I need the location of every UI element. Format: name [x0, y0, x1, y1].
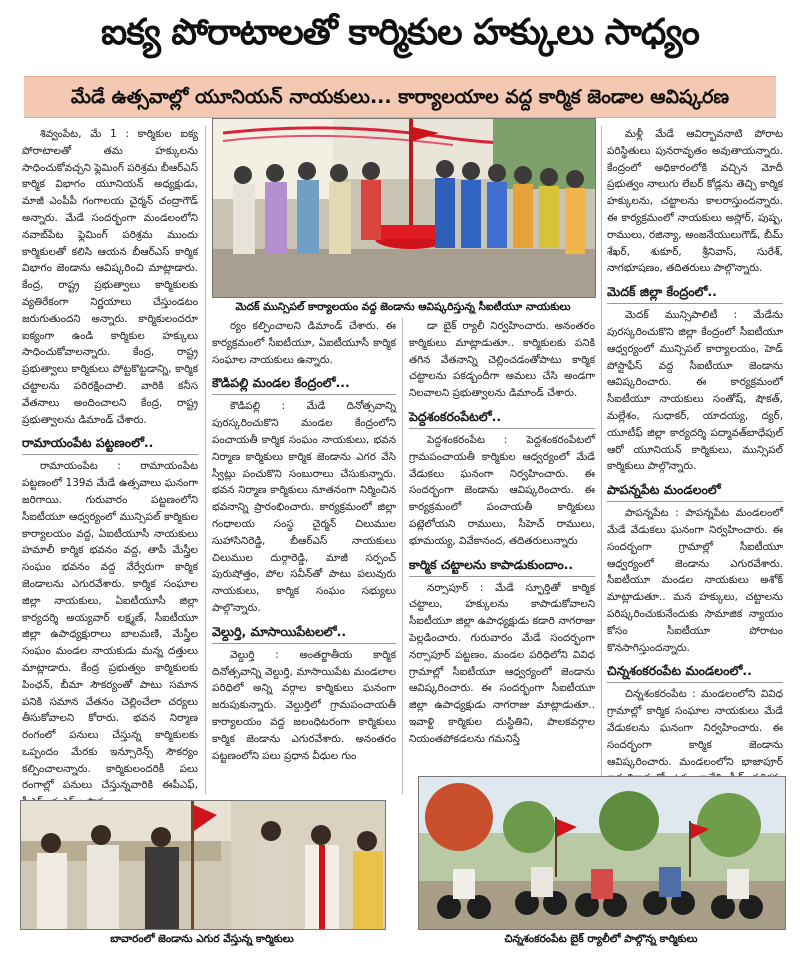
photo-flag-hoisting-image	[213, 119, 595, 297]
article-paragraph: ర్యం కల్పించాలని డిమాండ్ చేశారు. ఈ కార్యక్రమంలో సీఐటీయూ, ఏఐటీయూసీ కార్మిక సంఘాల నాయకులు ఉన్నారు.	[212, 320, 396, 366]
article-paragraph: పెద్దశంకరంపేట : పెద్దశంకరంపేటలో గ్రామపంచాయతీ కార్మికుల ఆధ్వర్యంలో మేడే వేడుకలు ఘనంగా నిర్వహించారు. ఈ సందర్భంగా జెండాను ఆవిష్కరించారు. ఈ కార్యక్రమంలో పంచాయతీ కార్మికులు పట్లెలోయని రాములు, సీహెచ్ రాములు, భూమయ్య, వివేకానంద, తదితరులున్నారు	[409, 433, 595, 547]
section-heading: వెల్దుర్తి, మాసాయిపేటలలో..	[212, 622, 396, 644]
article-paragraph: చిన్నశంకరంపేట : మండలంలోని వివిధ గ్రామాల్లో కార్మిక సంఘాల నాయకులు మేడే వేడుకలను ఘనంగా నిర్వహించారు. ఈ సందర్భంగా కార్మిక జెండాను ఆవిష్కరించారు. మండలంలోని భాజాపూర్	[607, 688, 783, 768]
article-paragraph: శివ్వంపేట, మే 1 : కార్మికుల ఐక్య పోరాటాలతో తమ హక్కులను సాధించుకోవచ్చని ఫ్లెమింగ్ పరిశ్రమ బీఆర్ఎస్ కార్మిక విభాగం యూనియన్ అధ్యక్షుడు, మాజీ ఎంపీపీ గంగాలయ చైర్మన్ చంద్రాగౌడ్ అన్నారు. మేడే సందర్భంగా మండలంలోని నవాబ్‌పేట ఫ్లెమింగ్ పరిశ్రమ ముందు కార్మికులతో కలిసి ఆయన బీఆర్ఎస్ కార్మిక విభాగం జెండాను ఆవిష్కరించి మాట్లాడారు. కేంద్ర, రాష్ట్ర ప్రభుత్వాలు కార్మికులకు వ్యతిరేకంగా నిర్ణయాలు చేస్తుండటం జరుగుతుందని అన్నారు. కార్మికులందరూ ఐక్యంగా ఉండి కార్మికుల హక్కులు సాధించుకోవాలన్నారు. కేంద్ర, రాష్ట్ర ప్రభుత్వాలు కార్మికులు పోట్టకొట్టడాన్ని, కార్మిక చట్టాలను పరిరక్షించాలి. వారికి కనీస వేతనాలు అందించాలని కేంద్ర, రాష్ట్ర ప్రభుత్వాలను డిమాండ్ చేశారు.	[22, 128, 198, 426]
column-3	[409, 318, 595, 794]
photo-caption: చిన్నశంకరంపేట బైక్ ర్యాలీలో పాల్గొన్న కార్మికులు	[504, 933, 698, 945]
photo-workers-flag-image	[21, 801, 385, 929]
article-paragraph: కౌడిపల్లి : మేడే దినోత్సవాన్ని పురస్కరించుకొని మండల కేంద్రంలోని పంచాయతీ కార్మిక సంఘం నాయకులు, భవన నిర్మాణ కార్మికులు కార్మిక జెండాను ఎగర వేసి స్వీట్లు పంచుకొని సంబురాలు చేసుకున్నారు. భవన నిర్మాణ కార్మికులు నూతనంగా నిర్మించిన భవనాన్ని ప్రారంభించారు. కార్యక్రమంలో జిల్లా గంధాలయ సంస్థ చైర్మన్ చిలుముల సుహాసినిరెడ్డి, బీఆర్ఎస్ నాయకులు చిలుముల దుర్గారెడ్డి, మాజీ సర్పంచ్ పురుషోత్తం, పోల సవీన్‌తో పాటు పలువురు నాయకులు, కార్మిక సంఘం సభ్యులు పాల్గొన్నారు.	[212, 400, 396, 614]
article-paragraph: మెదక్ మున్సిపాలిటీ : మేడేను పురస్కరించుకొని జిల్లా కేంద్రంలో సీఐటీయూ ఆధ్వర్యంలో మున్సిపల్ కార్యాలయం, హెడ్ పోస్టాఫీస్ వద్ద సీఐటీయూ జెండాను ఆవిష్కరించారు. ఈ కార్యక్రమంలో సీఐటీయూ నాయకులు సంతోష్, షౌకత్, మల్లేశం, సుధాకర్, యాదయ్య, ద్యర్, యూటీఫ్ జిల్లా కార్యదర్శి పద్మావత్‌బాధేపుల్ ఆరో యూనియన్ కార్మికులు, మున్సిపల్ కార్మికులు పాల్గొన్నారు.	[607, 309, 783, 473]
article-paragraph: నర్సాపూర్ : మేడే స్ఫూర్తితో కార్మిక చట్టాలు, హక్కులను కాపాడుకోవాలని సీఐటీయూ జిల్లా ఉపాధ్యక్షుడు కడారి నాగరాజు పెల్లడించారు. గురువారం మేడే సందర్భంగా నర్సాపూర్ పట్టణం, మండల పరిధిలోని వివిధ గ్రామాల్లో సీఐటీయూ ఆధ్వర్యంలో జెండాను ఆవిష్కరించారు. ఈ సందర్భంగా సీఐటీయూ జిల్లా ఉపాధ్యక్షుడు నాగరాజు మాట్లాడుతూ.. ఇవాళ్టి కార్మికుల దుస్థితిని, పాలకవర్గాల నియంతపోకడలను గమనిస్తే	[409, 581, 595, 745]
section-heading: మెదక్ జిల్లా కేంద్రంలో..	[607, 282, 783, 304]
headline: ఐక్య పోరాటాలతో కార్మికుల హక్కులు సాధ్యం	[101, 12, 699, 53]
column-1	[22, 126, 198, 794]
photo-flag-hoisting-medak	[212, 118, 596, 298]
subheadline-bar: మేడే ఉత్సవాల్లో యూనియన్ నాయకులు... కార్యాలయాల వద్ద కార్మిక జెండాల ఆవిష్కరణ	[24, 76, 776, 118]
article-paragraph: వెల్దుర్తి : అంతర్జాతీయ కార్మిక దినోత్సవాన్ని వెల్దుర్తి, మాసాయిపేట మండలాల పరిధిలో అన్ని వర్గాల కార్మికులు ఘనంగా జరుపుకున్నారు. వెల్దుర్తిలో గ్రామపంచాయతీ కార్యాలయం వద్ద జలంధిటరంగా కార్మికులు కార్మిక జెండాను ఎగురవేశారు. అనంతరం పట్టణంలోని పలు ప్రధాన వీధుల గుం	[212, 648, 396, 762]
photo-bike-rally-image	[419, 777, 785, 929]
column-divider	[205, 126, 206, 794]
section-heading: కౌడిపల్లి మండల కేంద్రంలో...	[212, 373, 396, 395]
photo-caption: బావారంలో జెండాను ఎగుర వేస్తున్న కార్మికులు	[110, 933, 294, 945]
photo-bike-rally	[418, 776, 786, 930]
article-paragraph: మళ్లీ మేడే ఆవిర్భావనాటి పోరాట పరిస్థితులు పునరావృతం అవుతాయన్నారు. కేంద్రంలో అధికారంలోకి వచ్చిన మోదీ ప్రభుత్వం నాలుగు లేబర్ కోడ్లను తెచ్చి కార్మిక హక్కులను, చట్టాలను కాలరాస్తుందన్నారు. ఈ కార్యక్రమంలో నాయకులు అస్లోర్, పుష్ప, రాములు, రజిన్యా, అంజనేయులుగౌడ్, బీమ్ శేఖర్, శుకూర్, శ్రీనివాస్, సురేశ్, నాగభూషణం, తదితరులు పాల్గొన్నారు.	[607, 128, 783, 275]
section-heading: చిన్నశంకరంపేట మండలంలో..	[607, 661, 783, 683]
section-heading: కార్మిక చట్టాలను కాపాడుకుందాం..	[409, 555, 595, 577]
photo-workers-flag	[20, 800, 386, 930]
article-paragraph: పాపన్నపేట : పాపన్నపేట మండలంలో మేడే వేడుకలు ఘనంగా నిర్వహించారు. ఈ సందర్భంగా గ్రామాల్లో సీఐటీయూ ఆధ్వర్యంలో జెండాను ఎగురవేశారు. సీఐటీయూ మండల నాయకులు అశోక్ మాట్లాడుతూ.. మన హక్కులు, చట్టాలను పరిష్కరించుకునేందుకు సామాజిక న్యాయం కోసం సీఐటీయూ పోరాటం కొనసాగిస్తుందన్నారు.	[607, 507, 783, 654]
section-heading: పాపన్నపేట మండలంలో	[607, 480, 783, 502]
article-paragraph: డా బైక్ ర్యాలీ నిర్వహించారు. అనంతరం కార్మికులు మాట్లాడుతూ.. కార్మికులకు పనికి తగిన వేతనాన్ని చెల్లించడంతోపాటు కార్మిక చట్టాలను పకడ్బందీగా అమలు చేసి అండగా నిలవాలని ప్రభుత్వాలను డిమాండ్ చేశారు.	[409, 320, 595, 400]
section-heading: రామాయంపేట పట్టణంలో..	[22, 433, 198, 455]
section-heading: పెద్దశంకరంపేటలో..	[409, 407, 595, 429]
photo-caption: మెదక్ మున్సిపల్ కార్యాలయం వద్ద జెండాను ఆవిష్కరిస్తున్న సీఐటీయూ నాయకులు	[235, 301, 571, 313]
article-paragraph: రామాయంపేట : రామాయంపేట పట్టణంలో 139వ మేడే ఉత్సవాలు ఘనంగా జరిగాయి. గురువారం పట్టణంలోని సీఐటీయూ ఆధ్వర్యంలో మున్సిపల్ కార్మికుల కార్యాలయం వద్ద, ఏఐటీయూసీ నాయకులు హమాలీ కార్మిక భవనం వద్ద, తాపీ మేస్త్రీల సంఘం భవనం వద్ద వేర్వేరుగా కార్మిక జెండాలను ఎగురవేశారు. కార్మిక సంఘాల జిల్లా నాయకులు, ఏఐటీయూసీ జిల్లా కార్యదర్శి అయ్యవార్ లక్ష్మణ్, సీఐటీయూ జిల్లా ఉపాధ్యక్షురాలు బాలమణి, మేస్త్రీల సంఘం మండల నాయకుడు మన్న దత్తులు మాట్లాడారు. కేంద్ర ప్రభుత్వం కార్మికులకు పింఛన్, బీమా సౌకర్యంతో పాటు సమాన పనికి సమాన వేతనం చెల్లించేలా చర్యలు తీసుకోవాలని కోరారు. భవన నిర్మాణ రంగంలో పనులు చేస్తున్న కార్మికులకు ఒప్పందం మేరకు ఇన్సూరెన్స్ సౌకర్యం కల్పించాలన్నారు. కార్మికులందరికీ పలు రంగాల్లో పనులు చేస్తున్నవారికి ఈపీఎఫ్,	[22, 460, 198, 792]
column-2	[212, 318, 396, 794]
column-divider	[402, 318, 403, 794]
column-divider	[601, 126, 602, 794]
column-4	[607, 126, 783, 794]
